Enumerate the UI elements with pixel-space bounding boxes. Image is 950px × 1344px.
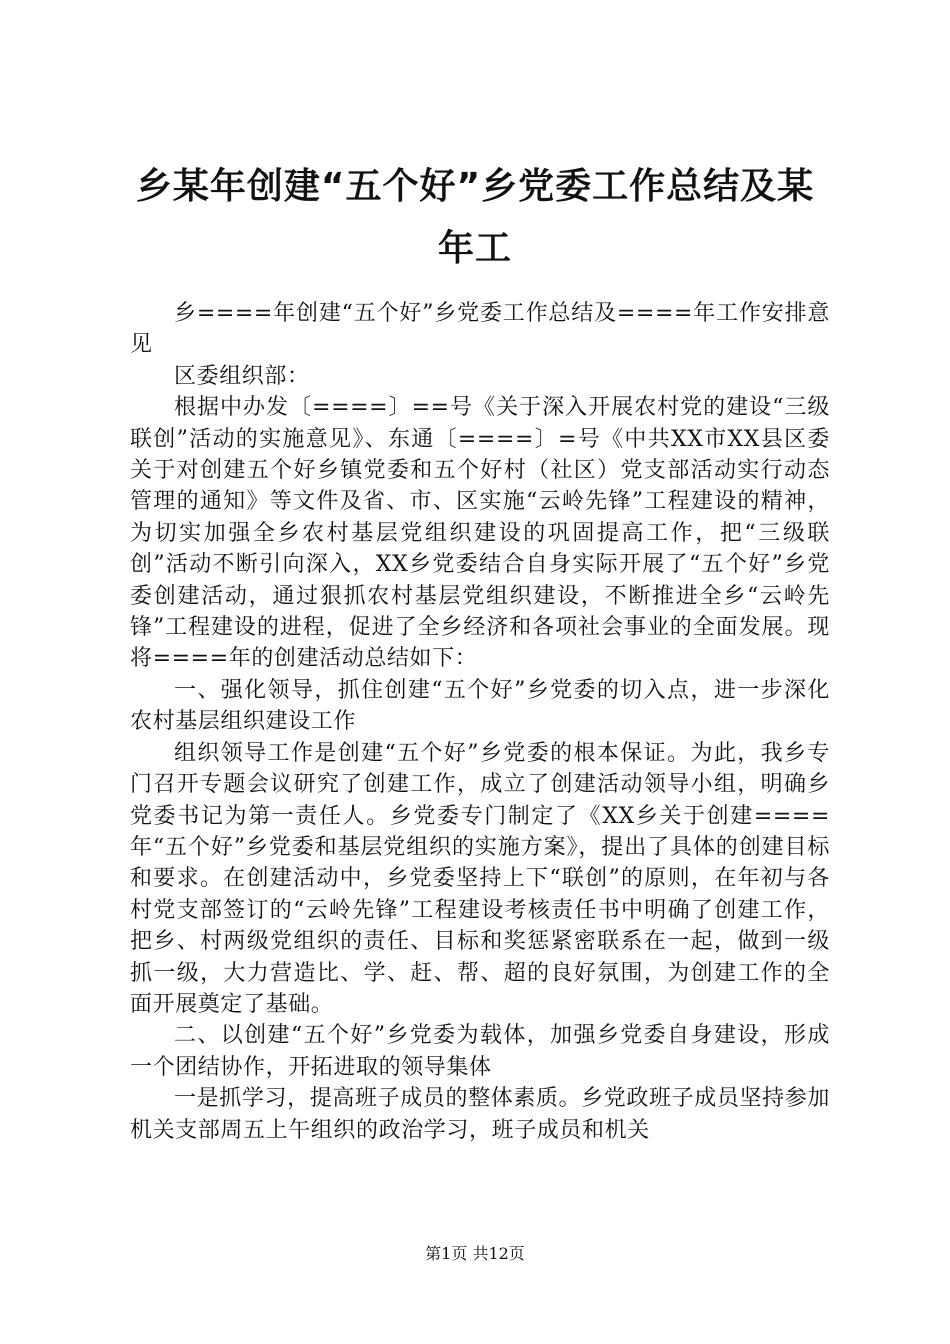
paragraph-addressee: 区委组织部：	[174, 363, 310, 389]
paragraph-heading-line: 乡====年创建“五个好”乡党委工作总结及====年工作安排意见	[130, 301, 830, 358]
paragraph-intro: 根据中办发〔====〕==号《关于深入开展农村党的建设“三级联创”活动的实施意见》、东通〔====〕=号《中共XX市XX县区委关于对创建五个好乡镇党委和五个好村（社区）党支部活动实行动态管理的通知》等文件及省、市、区实施“云岭先锋”工程建设的精神，为切实加强全乡农村基层党组织建设的巩固提高工作，把“三级联创”活动不断引向深入，XX乡党委结合自身实际开展了“五个好”乡党委创建活动，通过狠抓农村基层党组织建设，不断推进全乡“云岭先锋”工程建设的进程，促进了全乡经济和各项社会事业的全面发展。现将====年的创建活动总结如下：	[130, 395, 830, 672]
paragraph-section-1: 组织领导工作是创建“五个好”乡党委的根本保证。为此，我乡专门召开专题会议研究了创建工作，成立了创建活动领导小组，明确乡党委书记为第一责任人。乡党委专门制定了《XX乡关于创建====年“五个好”乡党委和基层党组织的实施方案》，提出了具体的创建目标和要求。在创建活动中，乡党委坚持上下“联创”的原则，在年初与各村党支部签订的“云岭先锋”工程建设考核责任书中明确了创建工作，把乡、村两级党组织的责任、目标和奖惩紧密联系在一起，做到一级抓一级，大力营造比、学、赶、帮、超的良好氛围，为创建工作的全面开展奠定了基础。	[130, 740, 830, 1017]
document-title: 乡某年创建“五个好”乡党委工作总结及某年工	[135, 166, 815, 269]
page-footer: 第1页 共12页	[425, 1244, 525, 1263]
paragraph-section-2: 一是抓学习，提高班子成员的整体素质。乡党政班子成员坚持参加机关支部周五上午组织的政治学习，班子成员和机关	[130, 1086, 830, 1143]
document-body	[130, 298, 830, 1146]
section-heading-1: 一、强化领导，抓住创建“五个好”乡党委的切入点，进一步深化农村基层组织建设工作	[130, 677, 830, 735]
section-heading-2: 二、以创建“五个好”乡党委为载体，加强乡党委自身建设，形成一个团结协作，开拓进取的领导集体	[130, 1023, 830, 1080]
